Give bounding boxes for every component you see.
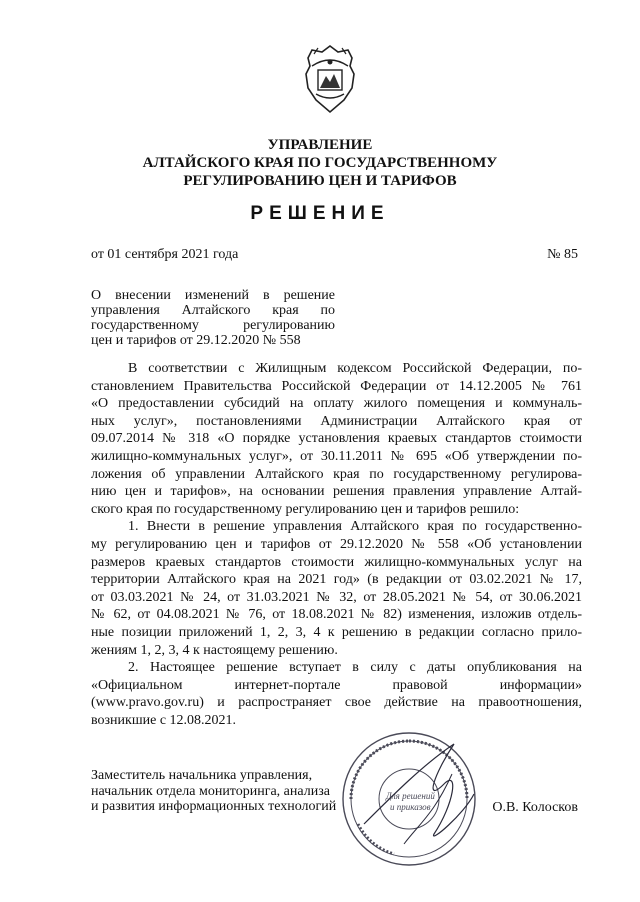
document-date: от 01 сентября 2021 года <box>91 247 239 262</box>
subject-line: государственному регулированию <box>91 318 335 333</box>
body-line: размеров краевых стандартов стоимости жилищно-коммунальных услуг на <box>91 554 582 570</box>
body-line: 09.07.2014 № 318 «О порядке установления краевых стандартов стоимости <box>91 431 582 447</box>
body-line: 1. Внести в решение управления Алтайского края по государственно- <box>128 519 582 535</box>
stamp-text-2: и приказов <box>390 802 431 812</box>
body-line: возникшие с 12.08.2021. <box>91 712 237 728</box>
document-body <box>91 360 582 729</box>
position-line: Заместитель начальника управления, <box>91 768 313 783</box>
body-line: му регулированию цен и тарифов от 29.12.2020 № 558 «Об установлении <box>91 536 582 552</box>
body-line: жениям 1, 2, 3, 4 к настоящему решению. <box>91 642 338 658</box>
org-line-2: АЛТАЙСКОГО КРАЯ ПО ГОСУДАРСТВЕННОМУ <box>142 155 498 171</box>
body-line: ные позиции приложений 1, 2, 3, 4 к решению в редакции согласно прило- <box>91 624 582 640</box>
stamp-text-1: Для решений <box>386 791 435 801</box>
document-title: РЕШЕНИЕ <box>250 203 390 224</box>
org-line-1: УПРАВЛЕНИЕ <box>267 137 373 153</box>
body-line: 2. Настоящее решение вступает в силу с даты опубликования на <box>128 660 582 676</box>
body-line: «Официальном интернет-портале правовой информации» <box>91 677 582 693</box>
signatory-position <box>91 768 336 815</box>
body-line: № 62, от 04.08.2021 № 76, от 18.08.2021 № 82) изменения, изложив отдель- <box>91 607 582 623</box>
subject-line: О внесении изменений в решение <box>91 288 335 303</box>
body-line: жилищно-коммунальных услуг», от 30.11.2011 № 695 «Об утверждении по- <box>91 448 582 464</box>
position-line: начальник отдела мониторинга, анализа <box>91 783 330 799</box>
official-seal-stamp <box>334 724 484 874</box>
subject-line: цен и тарифов от 29.12.2020 № 558 <box>91 333 301 348</box>
body-line: нию цен и тарифов», на основании решения правления управление Алтай- <box>91 484 582 500</box>
body-line: становлением Правительства Российской Федерации от 14.12.2005 № 761 <box>91 378 582 394</box>
body-line: «О предоставлении субсидий на оплату жилого помещения и коммуналь- <box>91 396 582 412</box>
altai-coat-of-arms-icon <box>298 44 362 116</box>
org-line-3: РЕГУЛИРОВАНИЮ ЦЕН И ТАРИФОВ <box>183 173 457 189</box>
body-line: ского края по государственному регулированию цен и тарифов решило: <box>91 501 520 517</box>
signatory-name: О.В. Колосков <box>492 800 578 815</box>
body-line: ложения об управлении Алтайского края по государственному регулирова- <box>91 466 582 482</box>
body-line: (www.pravo.gov.ru) и распространяет свое действие на правоотношения, <box>91 695 582 711</box>
document-subject <box>91 288 335 348</box>
position-line: и развития информационных технологий <box>91 799 337 814</box>
body-line: от 03.03.2021 № 24, от 31.03.2021 № 32, от 28.05.2021 № 54, от 30.06.2021 <box>91 589 582 605</box>
subject-line: управления Алтайского края по <box>91 303 335 318</box>
body-line: ных услуг», постановлениями Администрации Алтайского края от <box>91 413 582 429</box>
document-number: № 85 <box>547 247 578 262</box>
body-line: территории Алтайского края на 2021 год» (в редакции от 03.02.2021 № 17, <box>91 572 582 588</box>
organization-name <box>0 136 640 190</box>
body-line: В соответствии с Жилищным кодексом Российской Федерации, по- <box>128 361 582 376</box>
